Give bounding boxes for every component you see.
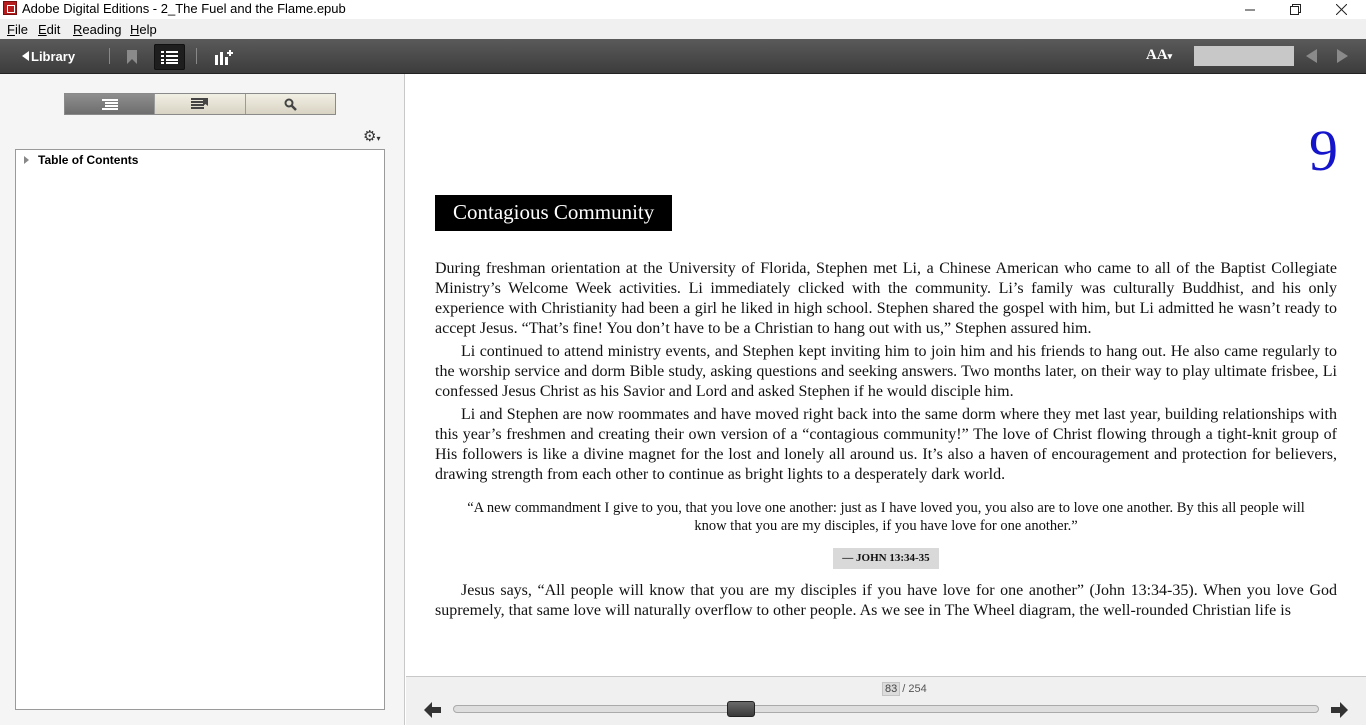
back-arrow-icon bbox=[22, 51, 29, 61]
paragraph: Li and Stephen are now roommates and have moved right back into the same dorm where they met last year, building relationships with this year’s freshmen and creating their own version of a “contagious community!” The love of Christ flowing through a tight-knit group of His followers is like a divine magnet for the lost and lonely all around us. It’s also a haven of encouragement and protection for believers, drawing strength from each other to continue as bright lights to a desperately dark world. bbox=[435, 406, 1337, 483]
close-button[interactable] bbox=[1318, 0, 1364, 19]
bookmark-icon bbox=[127, 50, 137, 64]
bookmark-button[interactable] bbox=[118, 44, 146, 70]
restore-icon bbox=[1290, 4, 1301, 15]
current-page-input[interactable]: 83 bbox=[882, 682, 900, 696]
library-button[interactable] bbox=[22, 46, 75, 66]
arrow-right-icon bbox=[1331, 702, 1348, 718]
paragraph: Li continued to attend ministry events, and Stephen kept inviting him to join him and his friends to hang out. He also came regularly to the worship service and dorm Bible study, asking questions and seeking answers. Two months later, on their way to play ultimate frisbee, Li confessed Jesus Christ as his Savior and Lord and asked Stephen if he would disciple him. bbox=[435, 343, 1337, 400]
page-indicator bbox=[882, 682, 927, 696]
maximize-button[interactable] bbox=[1272, 0, 1318, 19]
window-title-bar bbox=[0, 0, 1366, 19]
toolbar-separator bbox=[109, 48, 110, 64]
bookmarks-tab[interactable] bbox=[155, 94, 245, 114]
book-reading-pane bbox=[406, 74, 1366, 676]
toc-list-icon bbox=[161, 51, 178, 64]
panel-view-tabs bbox=[64, 93, 336, 115]
bookmarks-list-icon bbox=[191, 98, 208, 110]
add-to-chart-button[interactable] bbox=[210, 44, 238, 70]
panel-settings-button[interactable]: ⚙▾ bbox=[363, 128, 381, 145]
chapter-title: Contagious Community bbox=[435, 195, 672, 231]
previous-result-icon[interactable] bbox=[1306, 49, 1317, 63]
paragraph: During freshman orientation at the University of Florida, Stephen met Li, a Chinese American who came to all of the Baptist Collegiate Ministry’s Welcome Week activities. Li immediately clicked with the community. Li’s family was culturally Buddhist, and his only experience with Christianity had been a girl he liked in high school. Stephen shared the gospel with him, but Li admitted he wasn’t ready to accept Jesus. “That’s fine! You don’t have to be a Christian to hang out with us,” Stephen assured him. bbox=[435, 260, 1337, 337]
adobe-digital-editions-app-icon bbox=[3, 1, 17, 15]
toc-root-label: Table of Contents bbox=[38, 153, 139, 167]
scripture-quote: “A new commandment I give to you, that you love one another: just as I have loved you, you also are to love one another. By this all people will know that you are my disciples, if you have love for one another.” bbox=[467, 500, 1305, 534]
toc-panel-toggle-button[interactable] bbox=[154, 44, 185, 70]
menu-edit[interactable]: Edit bbox=[38, 22, 61, 37]
chapter-number: 9 bbox=[1309, 118, 1338, 183]
total-pages: / 254 bbox=[902, 683, 927, 695]
page-progress-slider[interactable] bbox=[453, 705, 1319, 713]
menu-file[interactable]: File bbox=[7, 22, 28, 37]
expand-arrow-icon[interactable] bbox=[24, 156, 29, 164]
search-icon bbox=[284, 98, 297, 111]
scripture-reference: — JOHN 13:34-35 bbox=[833, 548, 938, 569]
close-icon bbox=[1336, 4, 1347, 15]
chapter-body bbox=[435, 259, 1337, 624]
search-input[interactable] bbox=[1194, 46, 1294, 66]
minimize-icon bbox=[1245, 5, 1255, 15]
font-size-icon: AA bbox=[1146, 47, 1168, 63]
navigation-panel bbox=[0, 74, 405, 725]
next-result-icon[interactable] bbox=[1337, 49, 1348, 63]
reader-toolbar bbox=[0, 39, 1366, 74]
gear-icon: ⚙ bbox=[363, 128, 377, 145]
library-label: Library bbox=[31, 48, 76, 64]
previous-page-button[interactable] bbox=[424, 702, 441, 718]
page-slider-thumb[interactable] bbox=[727, 701, 755, 717]
scripture-reference-wrap bbox=[435, 547, 1337, 569]
toolbar-separator bbox=[196, 48, 197, 64]
menu-help[interactable]: Help bbox=[130, 22, 157, 37]
toc-tab-icon bbox=[102, 99, 118, 110]
paragraph: Jesus says, “All people will know that you are my disciples if you have love for one another” (John 13:34-35). When you love God supremely, that same love will naturally overflow to other people. As we see in The Wheel diagram, the well-rounded Christian life is bbox=[435, 582, 1337, 619]
add-chart-icon bbox=[215, 50, 233, 65]
menu-bar bbox=[0, 19, 1366, 39]
window-title: Adobe Digital Editions - 2_The Fuel and the Flame.epub bbox=[22, 1, 346, 16]
page-navigation-bar bbox=[406, 676, 1366, 725]
next-page-button[interactable] bbox=[1331, 702, 1348, 718]
font-size-button[interactable]: AA▾ bbox=[1146, 47, 1173, 63]
search-tab[interactable] bbox=[246, 94, 335, 114]
menu-reading[interactable]: Reading bbox=[73, 22, 122, 37]
table-of-contents-tree bbox=[15, 149, 385, 710]
arrow-left-icon bbox=[424, 702, 441, 718]
minimize-button[interactable] bbox=[1227, 0, 1273, 19]
toc-tab[interactable] bbox=[65, 94, 155, 114]
toc-root-item[interactable] bbox=[24, 153, 138, 167]
